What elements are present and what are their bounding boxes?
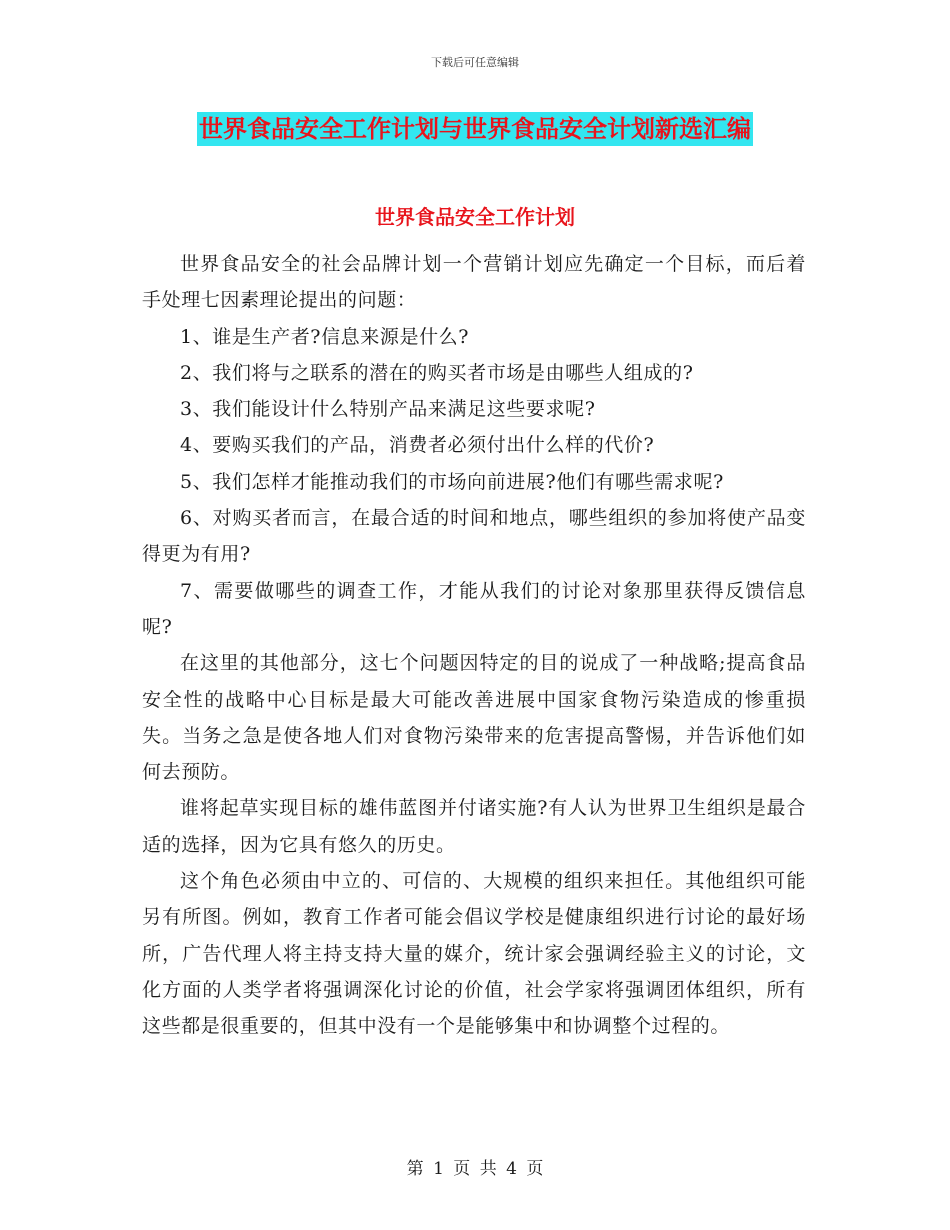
section-title: 世界食品安全工作计划 bbox=[375, 205, 575, 229]
list-item: 1、谁是生产者?信息来源是什么? bbox=[180, 325, 470, 348]
list-item: 3、我们能设计什么特别产品来满足这些要求呢? bbox=[180, 398, 596, 421]
paragraph: 在这里的其他部分，这七个问题因特定的目的说成了一种战略;提高食品安全性的战略中心目标是最大可能改善进展中国家食物污染造成的惨重损失。当务之急是使各地人们对食物污染带来的危害提高警惕，并告诉他们如何去预防。 bbox=[142, 652, 806, 784]
list-item: 5、我们怎样才能推动我们的市场向前进展?他们有哪些需求呢? bbox=[180, 470, 724, 493]
paragraph: 世界食品安全的社会品牌计划一个营销计划应先确定一个目标，而后着手处理七因素理论提出的问题： bbox=[142, 253, 806, 312]
list-item: 7、需要做哪些的调查工作，才能从我们的讨论对象那里获得反馈信息呢? bbox=[142, 579, 806, 638]
page-number-footer: 第 1 页 共 4 页 bbox=[406, 1159, 544, 1179]
list-item: 2、我们将与之联系的潜在的购买者市场是由哪些人组成的? bbox=[180, 361, 694, 384]
main-title-container bbox=[0, 112, 950, 146]
document-body bbox=[142, 246, 806, 1045]
header-note: 下载后可任意编辑 bbox=[431, 56, 519, 69]
paragraph: 谁将起草实现目标的雄伟蓝图并付诸实施?有人认为世界卫生组织是最合适的选择，因为它具有悠久的历史。 bbox=[142, 797, 806, 856]
list-item: 4、要购买我们的产品，消费者必须付出什么样的代价? bbox=[180, 434, 655, 457]
document-title: 世界食品安全工作计划与世界食品安全计划新选汇编 bbox=[197, 112, 753, 146]
list-item: 6、对购买者而言，在最合适的时间和地点，哪些组织的参加将使产品变得更为有用? bbox=[142, 507, 806, 566]
paragraph: 这个角色必须由中立的、可信的、大规模的组织来担任。其他组织可能另有所图。例如，教育工作者可能会倡议学校是健康组织进行讨论的最好场所，广告代理人将主持支持大量的媒介，统计家会强调经验主义的讨论，文化方面的人类学者将强调深化讨论的价值，社会学家将强调团体组织，所有这些都是很重要的，但其中没有一个是能够集中和协调整个过程的。 bbox=[142, 870, 806, 1038]
